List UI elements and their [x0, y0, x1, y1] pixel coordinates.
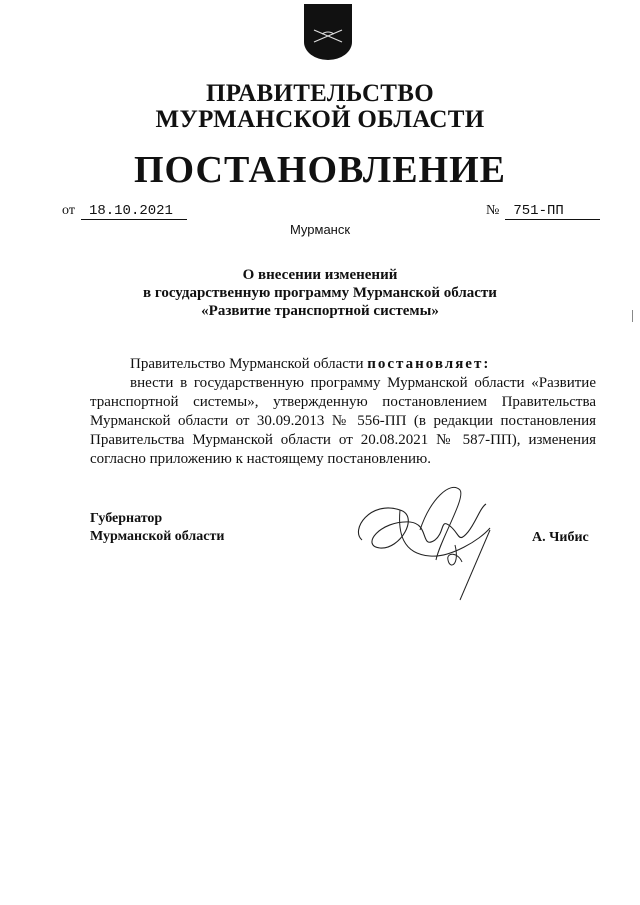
- document-type: ПОСТАНОВЛЕНИЕ: [133, 149, 507, 191]
- document-subject: [0, 266, 640, 320]
- number-row: [486, 203, 600, 220]
- number-prefix: №: [486, 203, 500, 218]
- handwritten-signature-icon: [340, 470, 510, 615]
- document-number: 751-ПП: [505, 203, 599, 220]
- preamble: [130, 356, 490, 373]
- preamble-text: Правительство Мурманской области: [130, 356, 364, 372]
- government-name-line2: МУРМАНСКОЙ ОБЛАСТИ: [155, 106, 485, 133]
- margin-mark: [632, 310, 633, 322]
- subject-line1: О внесении изменений: [242, 267, 398, 283]
- body-paragraph: внести в государственную программу Мурманской области «Развитие транспортной системы», утвержденную постановлением Правительства Мурманской области от 30.09.2013 № 556-ПП (в редакции постановления Правительства Мурманской области от 20.08.2021 № 587-ПП), изменения согласно приложению к настоящему постановлению.: [90, 375, 596, 467]
- signer-title-line2: Мурманской области: [90, 529, 225, 544]
- date-prefix: от: [62, 203, 75, 218]
- subject-line3: «Развитие транспортной системы»: [201, 303, 439, 319]
- signer-title: [90, 510, 224, 546]
- signer-name: А. Чибис: [532, 530, 589, 545]
- date-row: [62, 203, 187, 220]
- document-date: 18.10.2021: [81, 203, 187, 220]
- decision-word: постановляет:: [367, 356, 491, 372]
- signer-title-line1: Губернатор: [90, 511, 163, 526]
- government-name-line1: ПРАВИТЕЛЬСТВО: [206, 80, 434, 107]
- coat-of-arms-icon: [304, 4, 352, 60]
- city: Мурманск: [289, 222, 351, 237]
- subject-line2: в государственную программу Мурманской области: [143, 285, 497, 301]
